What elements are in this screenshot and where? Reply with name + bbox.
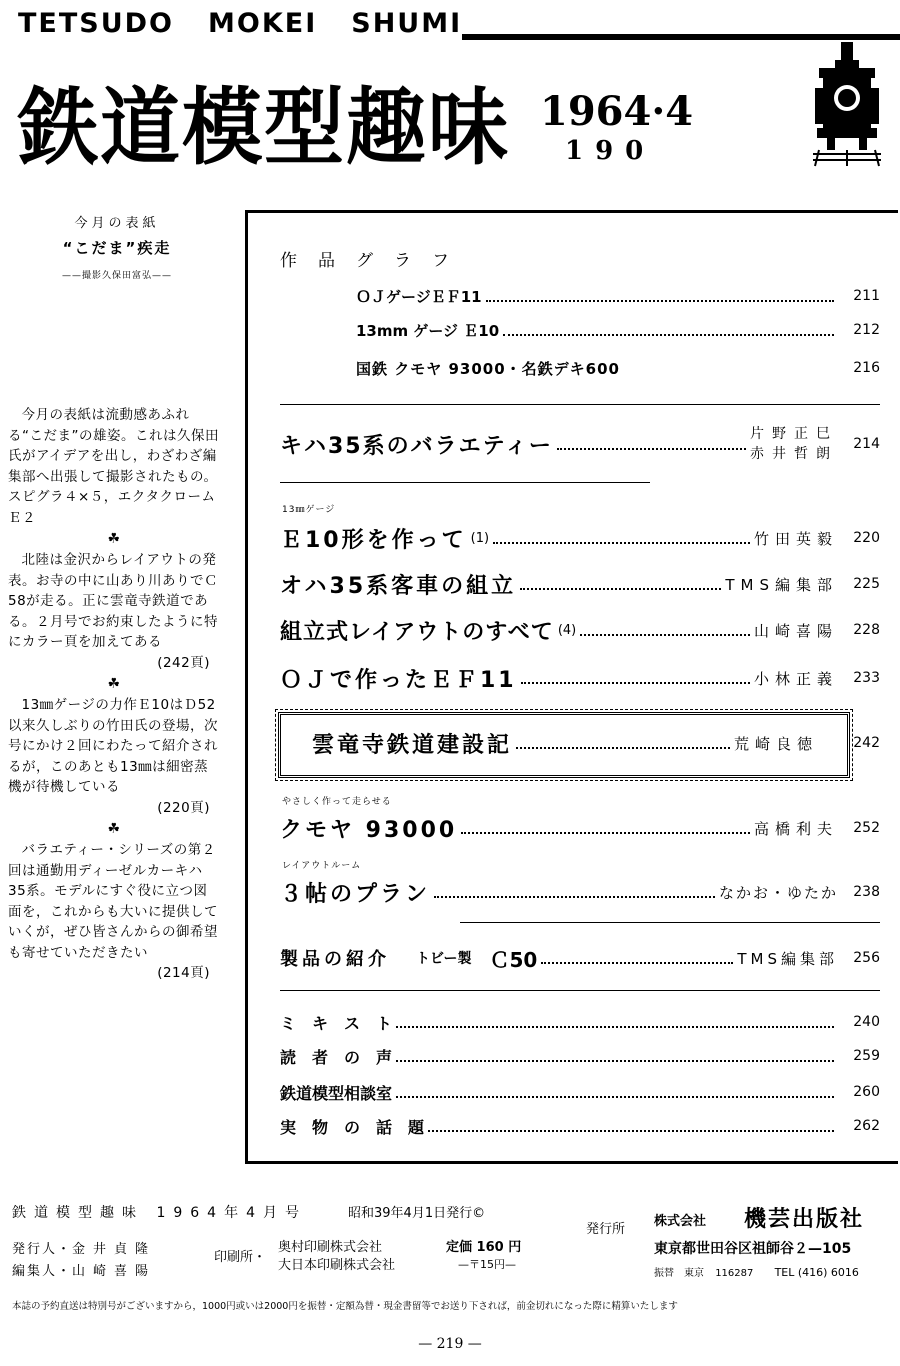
printer-name: 大日本印刷株式会社 — [278, 1258, 396, 1273]
entry-page: 256 — [853, 950, 880, 966]
product-model: Ｃ50 — [489, 947, 538, 972]
company-type: 株式会社 — [654, 1214, 707, 1229]
entry-page: 228 — [853, 622, 880, 638]
note-body: バラエティー・シリーズの第２回は通勤用ディーゼルカーキハ35系。モデルにすぐ役に立つ図面を，これからも大いに提供していくが，ぜひ皆さんからの御希望も寄せていただきたい — [8, 842, 218, 961]
entry-author: 竹田英毅 — [753, 529, 838, 548]
note-page: (220頁) — [157, 799, 210, 816]
cover-credit: ——撮影久保田富弘—— — [61, 271, 172, 281]
cover-heading: 今月の表紙 — [74, 216, 160, 231]
entry-author: TMS編集部 — [737, 949, 838, 968]
entry-kicker: 13㎜ゲージ — [282, 505, 336, 515]
account-number: 116287 — [715, 1268, 754, 1279]
entry-title: 国鉄 クモヤ 93000・名鉄デキ600 — [356, 359, 620, 378]
entry-page: 214 — [853, 436, 880, 452]
publisher-label: 発行人・ — [12, 1242, 73, 1257]
entry-authors — [750, 424, 838, 464]
masthead — [18, 8, 496, 39]
divider-icon: ☘ — [107, 676, 121, 692]
colophon-title — [12, 1202, 307, 1222]
toc-entry[interactable] — [280, 1008, 880, 1036]
divider-icon: ☘ — [107, 531, 121, 547]
leader-dots — [521, 682, 750, 684]
entry-page: 240 — [853, 1014, 880, 1030]
postage: —〒15円— — [458, 1258, 516, 1271]
leader-dots — [493, 542, 750, 544]
note-text — [8, 550, 220, 673]
entry-title: 13mm ゲージ Ｅ10 — [356, 321, 500, 340]
toc-entry[interactable] — [280, 522, 880, 554]
cover-caption — [12, 212, 222, 281]
leader-dots — [503, 334, 834, 336]
entry-kicker: レイアウトルーム — [282, 861, 362, 871]
leader-dots — [520, 588, 721, 590]
entry-title: ３帖のプラン — [280, 881, 431, 907]
magazine-title: 鉄道模型趣味 — [18, 77, 510, 177]
entry-part: (1) — [470, 530, 490, 546]
entry-title: 鉄道模型相談室 — [280, 1083, 393, 1103]
editorial-notes — [8, 405, 220, 984]
leader-dots — [434, 896, 715, 898]
section-rule — [280, 482, 650, 483]
entry-page: 238 — [853, 884, 880, 900]
printer-name: 奥村印刷株式会社 — [278, 1240, 383, 1255]
toc-entry[interactable] — [280, 614, 880, 646]
section-rule — [460, 922, 880, 923]
note-text: 今月の表紙は流動感あふれる“こだま”の雄姿。これは久保田氏がアイデアを出し，わざわざ編集部へ出張して撮影されたもの。スピグラ４×５，エクタクロームＥ２ — [8, 407, 219, 526]
editor-name: 山崎喜陽 — [72, 1264, 157, 1279]
entry-page: 260 — [853, 1084, 880, 1100]
entry-page: 262 — [853, 1118, 880, 1134]
company-name: 機芸出版社 — [744, 1207, 865, 1232]
product-maker: トビー製 — [416, 951, 472, 967]
colophon-issue: 1964年4月号 — [156, 1205, 307, 1221]
note-text — [8, 695, 220, 818]
section-rule — [280, 404, 880, 405]
page-number: — 219 — — [418, 1336, 482, 1352]
divider-icon: ☘ — [107, 821, 121, 837]
entry-kicker: やさしく作って走らせる — [282, 797, 392, 807]
transfer-account — [654, 1264, 859, 1279]
leader-dots — [541, 962, 733, 964]
leader-dots — [516, 747, 730, 749]
toc-entry[interactable] — [356, 316, 880, 344]
toc-entry[interactable] — [280, 812, 880, 844]
entry-title: 組立式レイアウトのすべて — [280, 619, 554, 645]
note-text — [8, 840, 220, 984]
leader-dots — [486, 300, 834, 302]
entry-title: ＯＪで作ったＥＦ11 — [280, 667, 517, 693]
issuer-label: 発行所 — [586, 1222, 626, 1237]
leader-dots — [580, 634, 750, 636]
publisher-line — [12, 1238, 156, 1257]
note-body: 13㎜ゲージの力作Ｅ10はＤ52以来久しぶりの竹田氏の登場，次号にかけ２回にわたって紹介されるが，このあとも13㎜は細密蒸機が待機している — [8, 697, 218, 795]
graph-heading: 作 品 グ ラ フ — [280, 251, 451, 271]
entry-page: 225 — [853, 576, 880, 592]
issue-number: 190 — [565, 136, 656, 166]
toc-entry[interactable] — [280, 1112, 880, 1140]
issue-date: 1964·4 — [540, 88, 694, 135]
entry-page: 211 — [853, 288, 880, 304]
entry-page: 242 — [853, 735, 880, 751]
company-address: 東京都世田谷区祖師谷２—105 — [654, 1241, 852, 1257]
publication-date: 昭和39年4月1日発行© — [348, 1206, 486, 1221]
toc-entry[interactable] — [280, 428, 880, 460]
leader-dots — [557, 448, 746, 450]
leader-dots — [396, 1026, 834, 1028]
toc-entry[interactable] — [280, 662, 880, 694]
entry-title: キハ35系のバラエティー — [280, 433, 553, 459]
entry-title: ＯＪゲージＥＦ11 — [356, 287, 482, 306]
entry-author: 赤井哲朗 — [750, 446, 838, 462]
entry-author: 小林正義 — [753, 669, 838, 688]
entry-page: 216 — [853, 360, 880, 376]
entry-page: 233 — [853, 670, 880, 686]
printer-label: 印刷所・ — [214, 1250, 267, 1265]
note-body: 北陸は金沢からレイアウトの発表。お寺の中に山あり川ありでＣ58が走る。正に雲竜寺鉄道である。２月号でお約束したように特にカラー頁を加えてある — [8, 552, 218, 650]
leader-dots — [428, 1130, 834, 1132]
entry-page: 212 — [853, 322, 880, 338]
entry-author: 高橋利夫 — [753, 819, 838, 838]
entry-author: 荒崎良徳 — [733, 734, 818, 753]
leader-dots — [396, 1060, 834, 1062]
leader-dots — [396, 1096, 834, 1098]
entry-part: (4) — [557, 622, 577, 638]
editor-label: 編集人・ — [12, 1264, 73, 1279]
toc-entry[interactable] — [356, 354, 880, 382]
entry-author: 山崎喜陽 — [753, 621, 838, 640]
price: 定価 160 円 — [446, 1240, 522, 1255]
toc-entry-featured[interactable] — [312, 726, 880, 760]
entry-author: 片野正巳 — [750, 426, 838, 442]
colophon-magazine: 鉄道模型趣味 — [12, 1205, 144, 1221]
entry-title: 実 物 の 話 題 — [280, 1117, 425, 1137]
toc-entry[interactable] — [280, 568, 880, 600]
entry-author: なかお・ゆたか — [718, 883, 838, 902]
telephone: TEL (416) 6016 — [774, 1266, 859, 1279]
entry-title: 読 者 の 声 — [280, 1047, 393, 1067]
leader-dots — [461, 832, 750, 834]
masthead-word: SHUMI — [351, 8, 463, 39]
entry-page: 252 — [853, 820, 880, 836]
entry-page: 220 — [853, 530, 880, 546]
note-page: (214頁) — [157, 965, 210, 981]
masthead-word: MOKEI — [208, 8, 318, 39]
entry-title: Ｅ10形を作って — [280, 527, 467, 553]
entry-author: TMS編集部 — [725, 575, 838, 594]
masthead-word: TETSUDO — [18, 8, 175, 39]
entry-title: 製品の紹介 — [280, 949, 390, 970]
toc-entry[interactable] — [280, 876, 880, 908]
account-label: 振替 東京 — [654, 1268, 704, 1279]
cover-subject: “こだま”疾走 — [62, 239, 172, 257]
entry-title: ミ キ ス ト — [280, 1013, 393, 1033]
publisher-name: 金井貞隆 — [72, 1242, 157, 1257]
entry-title: クモヤ 93000 — [280, 817, 458, 843]
editor-line — [12, 1260, 156, 1279]
subscription-note: 本誌の予約直送は特別号がございますから，1000円或いは2000円を振替・定額為替・現金書留等でお送り下されば，前金切れになった際に精算いたします — [12, 1301, 678, 1312]
entry-title: オハ35系客車の組立 — [280, 573, 517, 599]
entry-title: 雲竜寺鉄道建設記 — [312, 732, 513, 758]
section-rule — [280, 990, 880, 991]
toc-entry[interactable] — [356, 282, 880, 310]
steam-locomotive-icon — [813, 40, 881, 168]
note-page: (242頁) — [157, 654, 210, 671]
toc-entry[interactable] — [280, 1078, 880, 1106]
entry-page: 259 — [853, 1048, 880, 1064]
toc-entry[interactable] — [280, 942, 880, 974]
toc-entry[interactable] — [280, 1042, 880, 1070]
